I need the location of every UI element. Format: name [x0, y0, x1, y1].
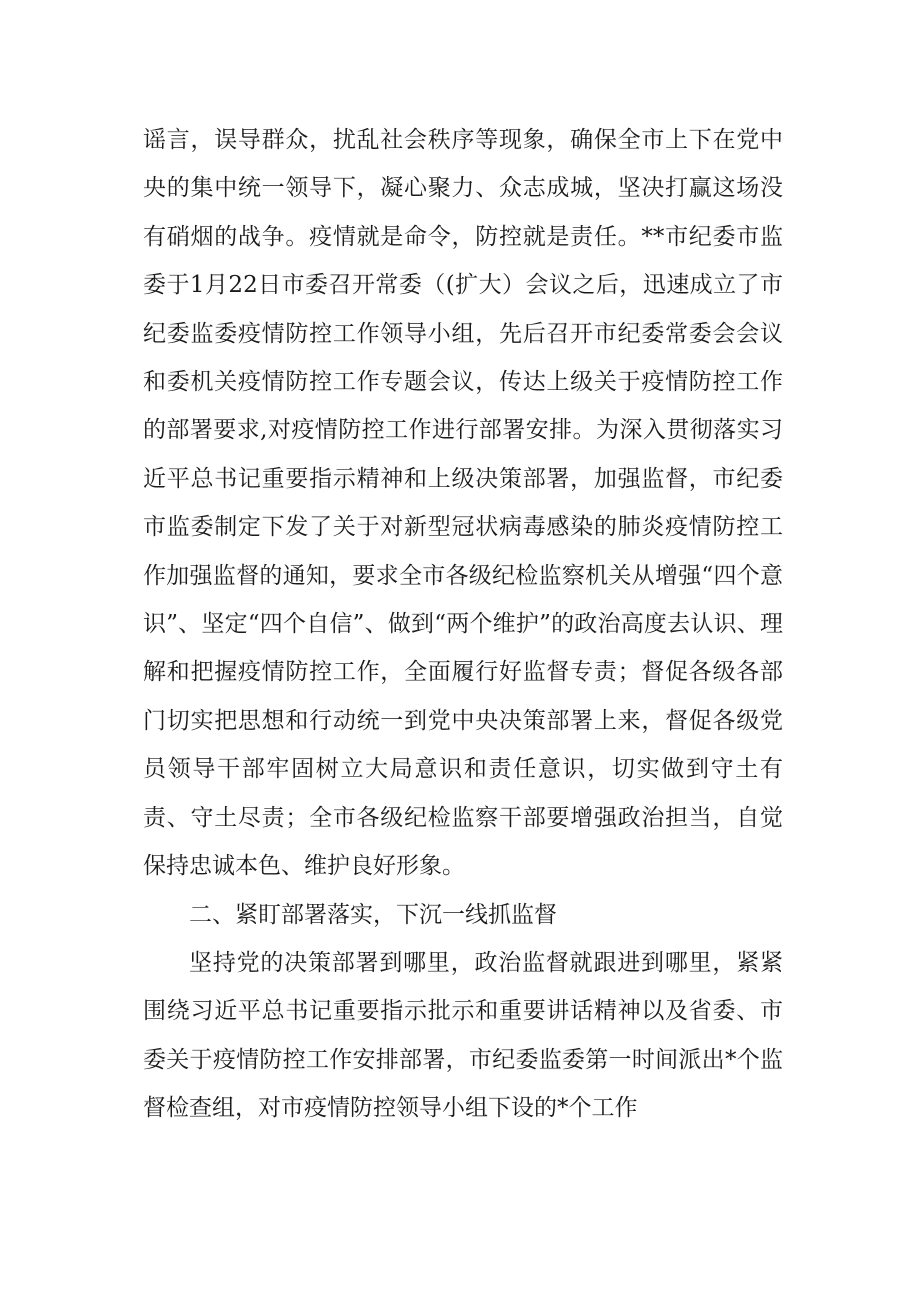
- body-paragraph: 谣言，误导群众，扰乱社会秩序等现象，确保全市上下在党中央的集中统一领导下，凝心聚力、众志成城，坚决打赢这场没有硝烟的战争。疫情就是命令，防控就是责任。**市纪委市监委于1月22日市委召开常委（(扩大）会议之后，迅速成立了市纪委监委疫情防控工作领导小组，先后召开市纪委常委会会议和委机关疫情防控工作专题会议，传达上级关于疫情防控工作的部署要求,对疫情防控工作进行部署安排。为深入贯彻落实习近平总书记重要指示精神和上级决策部署，加强监督，市纪委市监委制定下发了关于对新型冠状病毒感染的肺炎疫情防控工作加强监督的通知，要求全市各级纪检监察机关从增强“四个意识”、坚定“四个自信”、做到“两个维护”的政治高度去认识、理解和把握疫情防控工作，全面履行好监督专责；督促各级各部门切实把思想和行动统一到党中央决策部署上来，督促各级党员领导干部牢固树立大局意识和责任意识，切实做到守土有责、守土尽责；全市各级纪检监察干部要增强政治担当，自觉保持忠诚本色、维护良好形象。: [143, 127, 783, 880]
- document-body: [143, 116, 783, 1133]
- section-paragraph: 坚持党的决策部署到哪里，政治监督就跟进到哪里，紧紧围绕习近平总书记重要指示批示和重要讲话精神以及省委、市委关于疫情防控工作安排部署，市纪委监委第一时间派出*个监督检查组，对市疫情防控领导小组下设的*个工作: [143, 949, 783, 1122]
- section-heading: 二、紧盯部署落实，下沉一线抓监督: [189, 901, 557, 928]
